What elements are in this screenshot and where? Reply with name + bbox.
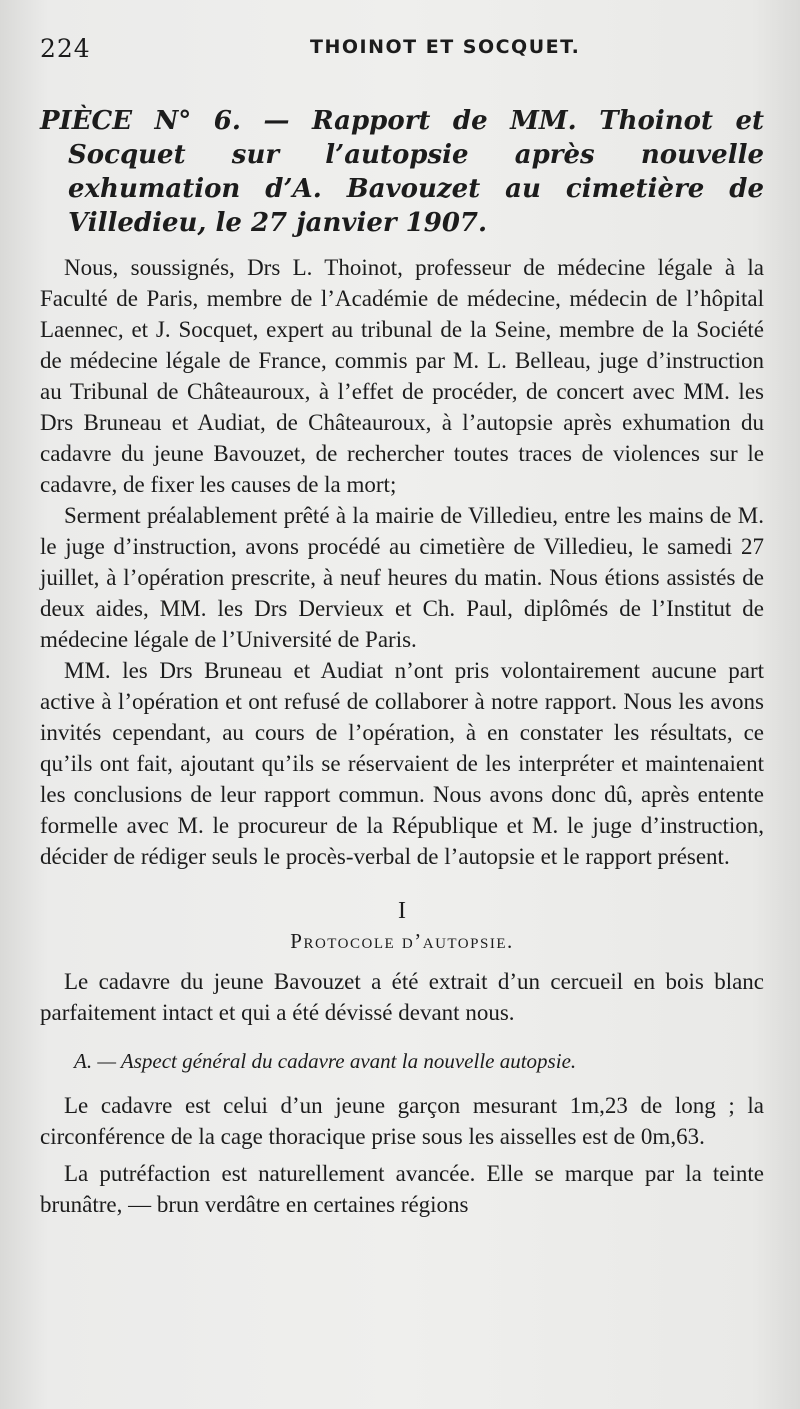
paragraph-oath: Serment préalablement prêté à la mairie de Villedieu, entre les mains de M. le juge d’instruction, avons procédé au cimetière de Villedieu, le samedi 27 juillet, à l’opération prescrite, à neuf heures du matin. Nous étions assistés de deux aides, MM. les Drs Dervieux et Ch. Paul, diplômés de l’Institut de médecine légale de l’Université de Paris. [40, 503, 764, 652]
paragraph-putrefaction: La putréfaction est naturellement avancée. Elle se marque par la teinte brunâtre, — brun verdâtre en certaines régions [40, 1161, 764, 1217]
page-number: 224 [40, 34, 91, 63]
paragraph-measurements: Le cadavre est celui d’un jeune garçon mesurant 1m,23 de long ; la circonférence de la cage thoracique prise sous les aisselles est de 0m,63. [40, 1093, 764, 1149]
paragraph-commission: Nous, soussignés, Drs L. Thoinot, professeur de médecine légale à la Faculté de Paris, membre de l’Académie de médecine, médecin de l’hôpital Laennec, et J. Socquet, expert au tribunal de la Seine, membre de la Société de médecine légale de France, commis par M. L. Belleau, juge d’instruction au Tribunal de Châteauroux, à l’effet de procéder, de concert avec MM. les Drs Bruneau et Audiat, de Châteauroux, à l’autopsie après exhumation du cadavre du jeune Bavouzet, de rechercher toutes traces de violences sur le cadavre, de fixer les causes de la mort; [40, 255, 764, 497]
page-header [40, 34, 760, 64]
piece-title: PIÈCE N° 6. — Rapport de MM. Thoinot et Socquet sur l’autopsie après nouvelle exhumation d’A. Bavouzet au cimetière de Villedieu, le 27 janvier 1907. [40, 106, 764, 238]
section-title-text: Protocole d’autopsie. [290, 929, 514, 953]
section-number: I [398, 898, 406, 924]
paragraph-refusal: MM. les Drs Bruneau et Audiat n’ont pris volontairement aucune part active à l’opération et ont refusé de collaborer à notre rapport. Nous les avons invités cependant, au cours de l’opération, à en constater les résultats, ce qu’ils ont fait, ajoutant qu’ils se réservaient de les interpréter et maintenaient les conclusions de leur rapport commun. Nous avons donc dû, après entente formelle avec M. le procureur de la République et M. le juge d’instruction, décider de rédiger seuls le procès-verbal de l’autopsie et le rapport présent. [40, 658, 764, 869]
section-title [40, 929, 764, 954]
running-title: THOINOT ET SOCQUET. [310, 36, 581, 58]
page-body [40, 104, 764, 1220]
subheading: A. — Aspect général du cadavre avant la nouvelle autopsie. [74, 1049, 577, 1073]
paragraph-extraction: Le cadavre du jeune Bavouzet a été extrait d’un cercueil en bois blanc parfaitement intact et qui a été dévissé devant nous. [40, 969, 764, 1025]
